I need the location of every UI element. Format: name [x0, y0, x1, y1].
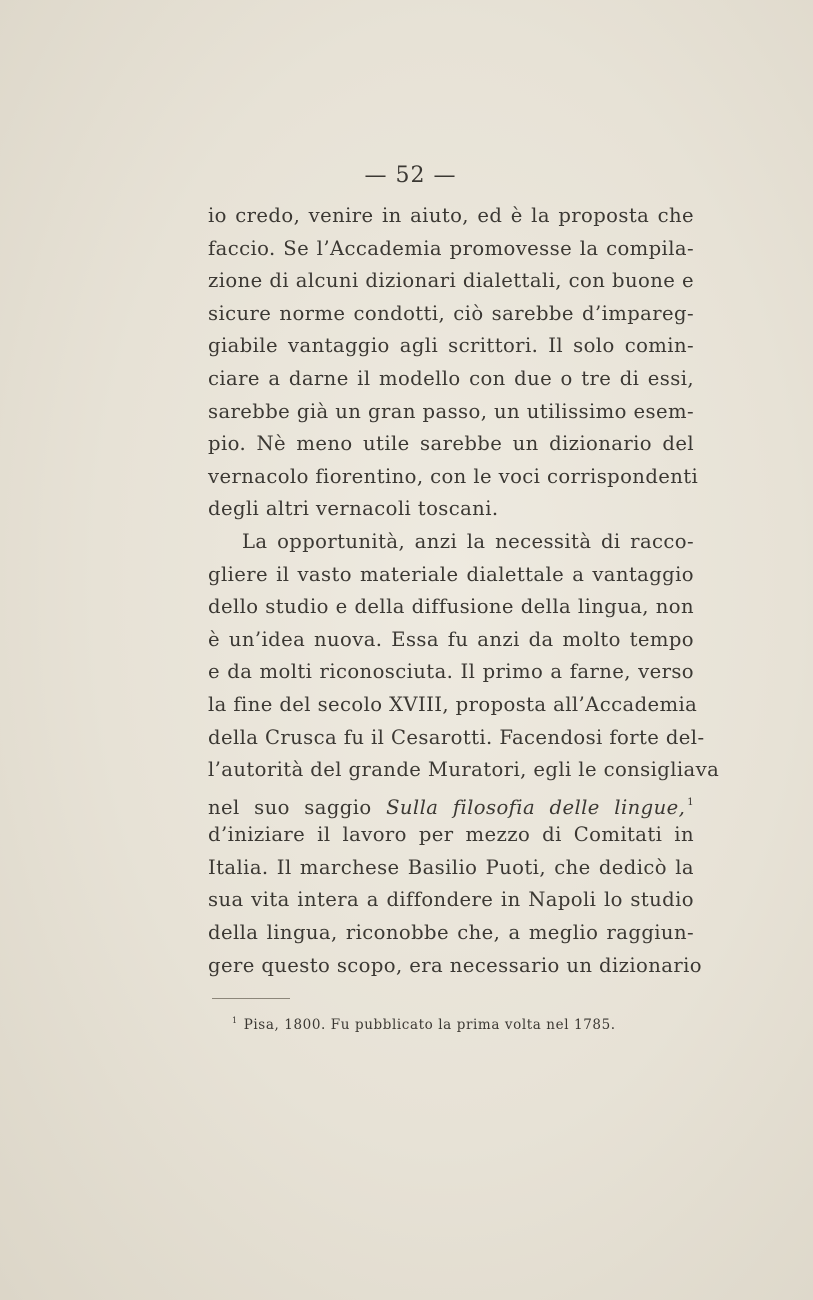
text-line: sarebbe già un gran passo, un utilissimo esem-: [208, 399, 694, 423]
body-text: [208, 200, 720, 982]
book-title: Sulla filosofia delle lingue,: [386, 795, 686, 819]
text-line: è un’idea nuova. Essa fu anzi da molto tempo: [208, 627, 694, 651]
text-line: gliere il vasto materiale dialettale a vantaggio: [208, 562, 694, 586]
text-line: la fine del secolo XVIII, proposta all’Accademia: [208, 692, 698, 716]
paragraph-end-line: degli altri vernacoli toscani.: [208, 497, 499, 521]
text-line: gere questo scopo, era necessario un dizionario: [208, 953, 702, 977]
text-line: della lingua, riconobbe che, a meglio raggiun-: [208, 921, 694, 945]
footnote-number: 1: [232, 1016, 238, 1025]
page-number: — 52 —: [364, 163, 457, 188]
text-line: e da molti riconosciuta. Il primo a farne, verso: [208, 660, 694, 684]
text-line: zione di alcuni dizionari dialettali, con buone e: [208, 269, 694, 293]
text-line: sua vita intera a diffondere in Napoli lo studio: [208, 888, 694, 912]
text-line: io credo, venire in aiuto, ed è la proposta che: [208, 204, 694, 227]
footnote-text: Pisa, 1800. Fu pubblicato la prima volta nel 1785.: [243, 1017, 616, 1033]
text-line: faccio. Se l’Accademia promovesse la compila-: [208, 236, 694, 260]
text-line: vernacolo fiorentino, con le voci corrispondenti: [208, 464, 699, 488]
text-line: d’iniziare il lavoro per mezzo di Comitati in: [208, 823, 694, 847]
text-line: della Crusca fu il Cesarotti. Facendosi forte del-: [208, 725, 705, 749]
citation-line: [208, 787, 694, 820]
paragraph-start-line: La opportunità, anzi la necessità di racco-: [242, 529, 694, 553]
footnote-reference[interactable]: 1: [687, 796, 694, 808]
footnote-separator: [212, 998, 290, 999]
text-line: Italia. Il marchese Basilio Puoti, che dedicò la: [208, 855, 694, 879]
text-line: sicure norme condotti, ciò sarebbe d’impareg-: [208, 301, 694, 325]
text-line: giabile vantaggio agli scrittori. Il solo comin-: [208, 334, 694, 358]
text-line: pio. Nè meno utile sarebbe un dizionario del: [208, 432, 694, 456]
citation-prefix: nel suo saggio: [208, 795, 387, 819]
text-line: ciare a darne il modello con due o tre di essi,: [208, 366, 694, 390]
text-line: l’autorità del grande Muratori, egli le consigliava: [208, 758, 720, 782]
footnote: [232, 1016, 616, 1033]
text-line: dello studio e della diffusione della lingua, non: [208, 595, 694, 619]
